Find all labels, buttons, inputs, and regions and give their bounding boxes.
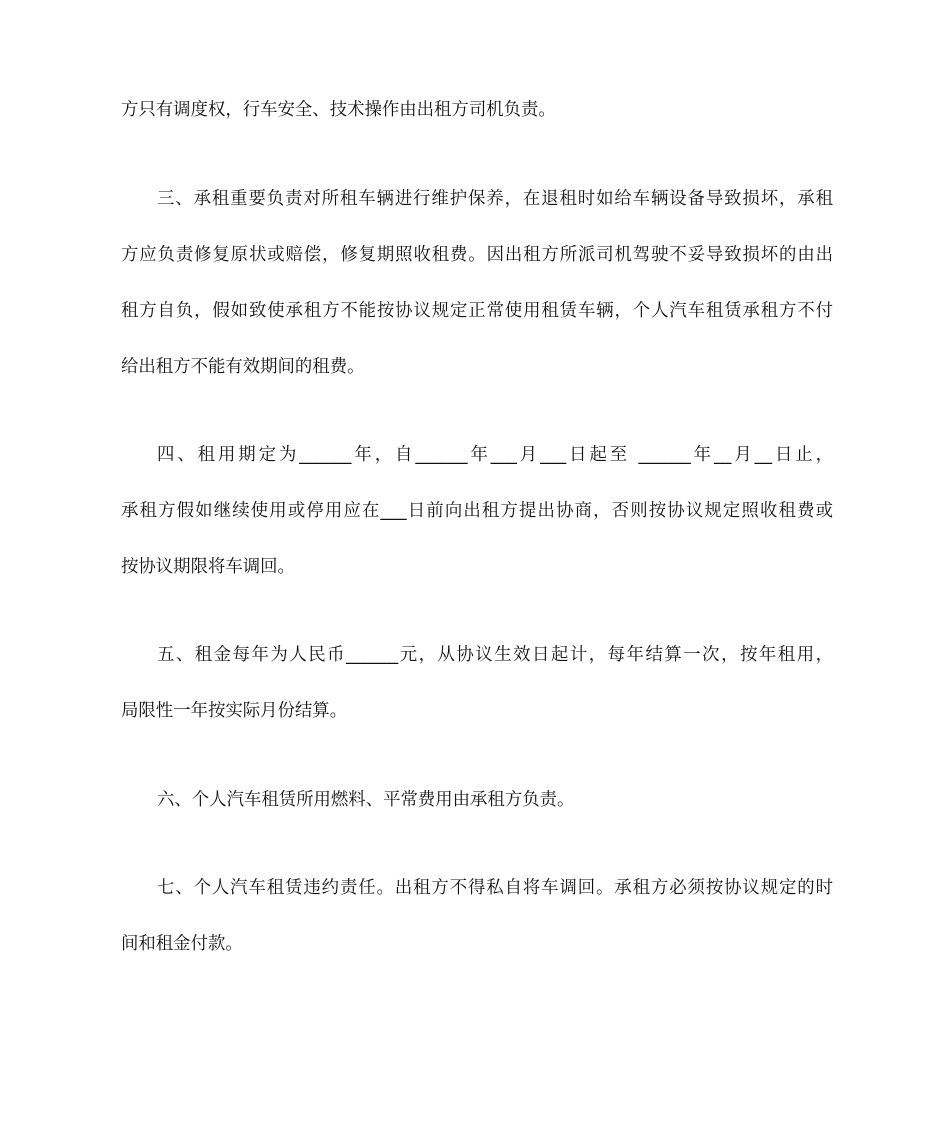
paragraph-line: 方应负责修复原状或赔偿，修复期照收租费。因出租方所派司机驾驶不妥导致损坏的由出 xyxy=(121,245,833,265)
paragraph-line: 四、租用期定为______年，自______年___月___日起至 ______年__月__日止， xyxy=(157,445,833,465)
paragraph-line: 方只有调度权，行车安全、技术操作由出租方司机负责。 xyxy=(121,100,556,120)
paragraph-line: 承租方假如继续使用或停用应在___日前向出租方提出协商，否则按协议规定照收租费或 xyxy=(121,501,833,521)
paragraph-line: 三、承租重要负责对所租车辆进行维护保养，在退租时如给车辆设备导致损坏，承租 xyxy=(157,189,833,209)
paragraph-line: 六、个人汽车租赁所用燃料、平常费用由承租方负责。 xyxy=(157,790,575,810)
paragraph-line: 租方自负，假如致使承租方不能按协议规定正常使用租赁车辆，个人汽车租赁承租方不付 xyxy=(121,301,833,321)
paragraph-line: 间和租金付款。 xyxy=(121,934,243,954)
paragraph-line: 按协议期限将车调回。 xyxy=(121,557,295,577)
paragraph-line: 给出租方不能有效期间的租费。 xyxy=(121,357,365,377)
paragraph-line: 五、租金每年为人民币______元，从协议生效日起计，每年结算一次，按年租用， xyxy=(157,645,833,665)
paragraph-line: 七、个人汽车租赁违约责任。出租方不得私自将车调回。承租方必须按协议规定的时 xyxy=(157,878,833,898)
paragraph-line: 局限性一年按实际月份结算。 xyxy=(121,701,348,721)
